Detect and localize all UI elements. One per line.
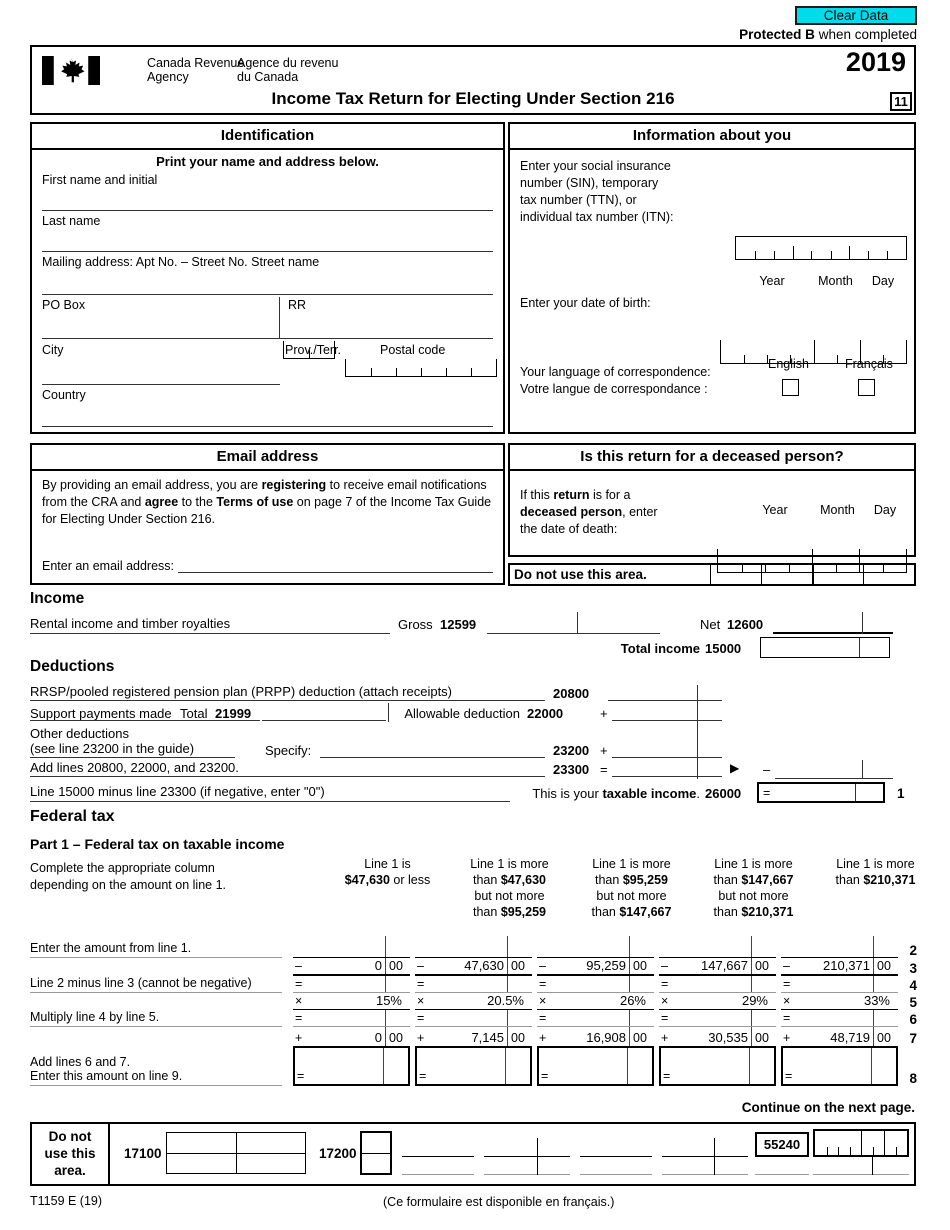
deceased-body: If this return is for a deceased person, enter the date of death: <box>520 488 658 536</box>
dob-label: Enter your date of birth: <box>520 296 651 310</box>
line4-cell[interactable]: = <box>415 976 532 993</box>
dnu-segment <box>402 1156 474 1157</box>
city-label: City <box>42 343 64 357</box>
specify-field[interactable] <box>320 740 545 758</box>
email-title: Email address <box>32 445 503 471</box>
dnu-segment-gray <box>662 1174 748 1175</box>
net-label: Net <box>700 617 721 632</box>
line4-cell[interactable]: = <box>293 976 410 993</box>
info-about-you-title: Information about you <box>510 124 914 150</box>
dnu-vline <box>537 1138 538 1175</box>
part1-heading: Part 1 – Federal tax on taxable income <box>30 836 285 852</box>
french-label: Français <box>845 357 893 371</box>
bracket-header-3: Line 1 is more than $95,259 but not more than $147,667 <box>591 857 672 919</box>
code-55240-box: 55240 <box>755 1132 809 1157</box>
first-name-label: First name and initial <box>42 173 158 187</box>
support-amount-field[interactable] <box>262 703 386 721</box>
allowable-label: Allowable deduction <box>404 706 520 721</box>
gross-line-code: 12599 <box>440 617 477 632</box>
bracket-header-1: Line 1 is $47,630 or less <box>344 857 431 887</box>
bottom-dnu-label: Do not use this area. <box>32 1124 110 1184</box>
line8-box[interactable]: = <box>293 1046 410 1086</box>
dnu-segment-gray <box>813 1174 909 1175</box>
first-name-field[interactable] <box>42 172 493 211</box>
taxable-code: 26000 <box>705 786 742 801</box>
rrsp-amount-field[interactable] <box>608 684 722 701</box>
dob-day-label: Day <box>871 274 895 288</box>
deductions-heading: Deductions <box>30 658 115 675</box>
allowable-code: 22000 <box>527 706 564 721</box>
transfer-cents-divider <box>862 760 863 779</box>
support-total-label: Total <box>180 706 208 721</box>
line7-cell: + 30,535 00 <box>659 1027 776 1046</box>
tax-column-5 <box>781 936 898 1086</box>
prov-label: Prov./Terr. <box>285 343 342 357</box>
total-income-box[interactable] <box>760 637 890 658</box>
tax-bracket-headers <box>329 856 939 920</box>
do-not-use-label: Do not use this area. <box>514 567 647 582</box>
line5-cell: × 15% <box>293 993 410 1010</box>
dnu-segment <box>662 1156 748 1157</box>
sin-field[interactable] <box>735 236 907 260</box>
do-not-use-cell <box>710 565 761 584</box>
line4-cell[interactable]: = <box>781 976 898 993</box>
mailing-address-label: Mailing address: Apt No. – Street No. Street name <box>42 255 320 269</box>
english-checkbox[interactable] <box>782 379 799 396</box>
country-label: Country <box>42 388 86 402</box>
label-line2: Enter the amount from line 1. <box>30 936 282 958</box>
dnu-segment <box>484 1156 570 1157</box>
add-code: 23300 <box>553 762 590 777</box>
identification-instruction: Print your name and address below. <box>156 154 379 169</box>
box-17200 <box>360 1131 392 1175</box>
line2-cell[interactable] <box>659 936 776 958</box>
taxable-income-label: Line 15000 minus line 23300 (if negative, enter "0") <box>30 783 510 802</box>
protected-b-notice: Protected B when completed <box>739 27 917 42</box>
label-line8: Add lines 6 and 7. Enter this amount on line 9. <box>30 1046 282 1086</box>
line6-cell[interactable]: = <box>415 1010 532 1027</box>
agency-name-en: Canada Revenue Agency <box>147 56 245 84</box>
line2-cell[interactable] <box>537 936 654 958</box>
do-not-use-cell <box>761 565 812 584</box>
tax-table-labels <box>30 936 288 1086</box>
taxable-income-box[interactable] <box>757 782 885 803</box>
line2-cell[interactable] <box>293 936 410 958</box>
line2-cell[interactable] <box>415 936 532 958</box>
gross-label: Gross <box>398 617 433 632</box>
deceased-section <box>508 443 916 557</box>
bottom-do-not-use-box <box>30 1122 916 1186</box>
line7-cell: + 7,145 00 <box>415 1027 532 1046</box>
prov-field[interactable] <box>283 341 335 359</box>
box-17100-vline <box>236 1133 237 1173</box>
line3-cell: – 0 00 <box>293 958 410 976</box>
line6-cell[interactable]: = <box>293 1010 410 1027</box>
support-field-divider <box>388 703 389 722</box>
rr-field[interactable] <box>288 297 306 312</box>
dnu-vline <box>872 1157 873 1175</box>
line8-box[interactable]: = <box>659 1046 776 1086</box>
line8-box[interactable]: = <box>415 1046 532 1086</box>
dnu-segment-gray <box>402 1174 474 1175</box>
form-title: Income Tax Return for Electing Under Section 216 <box>271 89 675 108</box>
country-field[interactable] <box>42 387 493 427</box>
dnu-segment <box>580 1156 652 1157</box>
email-enter-label: Enter an email address: <box>42 559 175 573</box>
box-17100 <box>166 1132 306 1174</box>
bracket-header-2: Line 1 is more than $47,630 but not more than $95,259 <box>470 857 549 919</box>
this-is-taxable-label: This is your taxable income. <box>532 786 700 801</box>
income-heading: Income <box>30 590 85 607</box>
federal-tax-heading: Federal tax <box>30 808 115 825</box>
line1-row-number: 1 <box>897 786 905 801</box>
allowable-plus-sign: + <box>600 706 608 721</box>
last-name-field[interactable] <box>42 213 493 252</box>
mailing-address-field[interactable] <box>42 254 493 295</box>
rrsp-code: 20800 <box>553 686 590 701</box>
dob-year-label: Year <box>759 274 785 288</box>
arrow-icon: ▶ <box>730 761 740 775</box>
death-day-label: Day <box>873 503 897 517</box>
gross-amount-field[interactable] <box>487 614 660 634</box>
form-header <box>30 45 916 115</box>
line6-cell[interactable]: = <box>781 1010 898 1027</box>
code-17100: 17100 <box>124 1146 162 1161</box>
deceased-title: Is this return for a deceased person? <box>510 445 914 471</box>
do-not-use-cell <box>812 565 863 584</box>
info-about-you-section <box>508 122 916 434</box>
line3-cell: – 210,371 00 <box>781 958 898 976</box>
tax-year: 2019 <box>845 47 906 77</box>
line2-cell[interactable] <box>781 936 898 958</box>
net-amount-field[interactable] <box>773 614 893 634</box>
line3-cell: – 147,667 00 <box>659 958 776 976</box>
allowable-amount-field[interactable] <box>612 703 722 721</box>
field-55240 <box>813 1129 909 1157</box>
postal-label: Postal code <box>380 343 446 357</box>
clear-data-button[interactable]: Clear Data <box>795 6 917 25</box>
line3-cell: – 95,259 00 <box>537 958 654 976</box>
add-amount-field[interactable] <box>612 759 722 777</box>
email-input-line[interactable] <box>178 559 493 573</box>
specify-label: Specify: <box>265 743 312 758</box>
add-lines-label: Add lines 20800, 22000, and 23200. <box>30 759 545 777</box>
support-label: Support payments made <box>30 706 172 721</box>
label-line4: Line 2 minus line 3 (cannot be negative) <box>30 976 282 993</box>
taxable-equals-sign: = <box>763 786 771 800</box>
line5-cell: × 20.5% <box>415 993 532 1010</box>
form-code: T1159 E (19) <box>30 1194 103 1208</box>
line7-cell: + 48,719 00 <box>781 1027 898 1046</box>
federal-tax-table <box>30 936 922 1086</box>
death-month-label: Month <box>820 503 855 517</box>
identification-section <box>30 122 505 434</box>
add-equals-sign: = <box>600 762 608 777</box>
line7-cell: + 16,908 00 <box>537 1027 654 1046</box>
continue-note: Continue on the next page. <box>741 1100 915 1115</box>
page-code-box: 11 <box>890 92 912 111</box>
line5-cell: × 26% <box>537 993 654 1010</box>
net-cents-divider <box>862 612 863 634</box>
total-income-label: Total income <box>620 641 700 656</box>
english-label: English <box>768 357 809 371</box>
agency-name-fr: Agence du revenu du Canada <box>237 56 339 84</box>
french-checkbox[interactable] <box>858 379 875 396</box>
label-line6: Multiply line 4 by line 5. <box>30 1010 282 1027</box>
line7-cell: + 0 00 <box>293 1027 410 1046</box>
dob-month-label: Month <box>818 274 853 288</box>
sin-label: Enter your social insurance number (SIN), temporary tax number (TTN), or individual tax number (ITN): <box>520 159 674 224</box>
tax-column-4 <box>659 936 776 1086</box>
line5-cell: × 33% <box>781 993 898 1010</box>
total-income-cents-divider <box>859 638 860 657</box>
taxable-cents-divider <box>855 784 856 801</box>
line6-cell[interactable]: = <box>659 1010 776 1027</box>
postal-code-field[interactable] <box>345 359 497 377</box>
po-box-field[interactable] <box>42 297 280 338</box>
rrsp-label: RRSP/pooled registered pension plan (PRPP) deduction (attach receipts) <box>30 684 545 701</box>
death-year-label: Year <box>762 503 788 517</box>
pobox-rr-row <box>42 297 493 339</box>
do-not-use-bar <box>508 563 916 586</box>
transfer-amount-field[interactable] <box>775 760 893 779</box>
other-deductions-label: Other deductions <box>30 726 130 741</box>
transfer-minus-sign: – <box>763 762 771 777</box>
french-note: (Ce formulaire est disponible en français.) <box>383 1195 615 1209</box>
line4-cell[interactable]: = <box>659 976 776 993</box>
tax-column-1 <box>293 936 410 1086</box>
other-see-label: (see line 23200 in the guide) <box>30 740 235 758</box>
do-not-use-cell <box>863 565 914 584</box>
po-box-label: PO Box <box>42 298 86 312</box>
last-name-label: Last name <box>42 214 101 228</box>
bracket-header-4: Line 1 is more than $147,667 but not more than $210,371 <box>713 857 794 919</box>
code-17200: 17200 <box>319 1146 357 1161</box>
other-code: 23200 <box>553 743 590 758</box>
dnu-segment-gray <box>755 1174 809 1175</box>
tax-column-2 <box>415 936 532 1086</box>
line8-box[interactable]: = <box>537 1046 654 1086</box>
email-enter-row <box>42 559 493 573</box>
tax-column-3 <box>537 936 654 1086</box>
support-code: 21999 <box>215 706 252 721</box>
other-plus-sign: + <box>600 743 608 758</box>
city-field[interactable] <box>42 384 280 385</box>
tax-row-numbers: 2 3 4 5 6 7 8 <box>909 943 917 1086</box>
total-income-code: 15000 <box>705 641 742 656</box>
city-prov-postal-row <box>42 341 493 385</box>
box-17200-hline <box>362 1153 390 1154</box>
line3-cell: – 47,630 00 <box>415 958 532 976</box>
dnu-segment-gray <box>580 1174 652 1175</box>
line8-box[interactable]: = <box>781 1046 898 1086</box>
dnu-segment-gray <box>484 1174 570 1175</box>
line6-cell[interactable]: = <box>537 1010 654 1027</box>
dnu-vline <box>714 1138 715 1175</box>
part1-intro: Complete the appropriate column depending on the amount on line 1. <box>30 861 226 892</box>
gross-cents-divider <box>577 612 578 634</box>
line5-cell: × 29% <box>659 993 776 1010</box>
bracket-header-5: Line 1 is more than $210,371 <box>835 857 916 887</box>
canada-flag-icon <box>42 56 100 88</box>
rental-income-label: Rental income and timber royalties <box>30 614 390 634</box>
support-label-underline <box>30 703 260 721</box>
other-amount-field[interactable] <box>612 740 722 758</box>
identification-title: Identification <box>32 124 503 150</box>
net-line-code: 12600 <box>727 617 764 632</box>
language-label: Your language of correspondence: Votre langue de correspondance : <box>520 365 711 396</box>
line4-cell[interactable]: = <box>537 976 654 993</box>
email-body: By providing an email address, you are registering to receive email notifications from the CRA and agree to the Terms of use on page 7 of the Income Tax Guide for Electing Under Section 216. <box>42 478 492 526</box>
email-section <box>30 443 505 585</box>
rr-label: RR <box>288 298 307 312</box>
